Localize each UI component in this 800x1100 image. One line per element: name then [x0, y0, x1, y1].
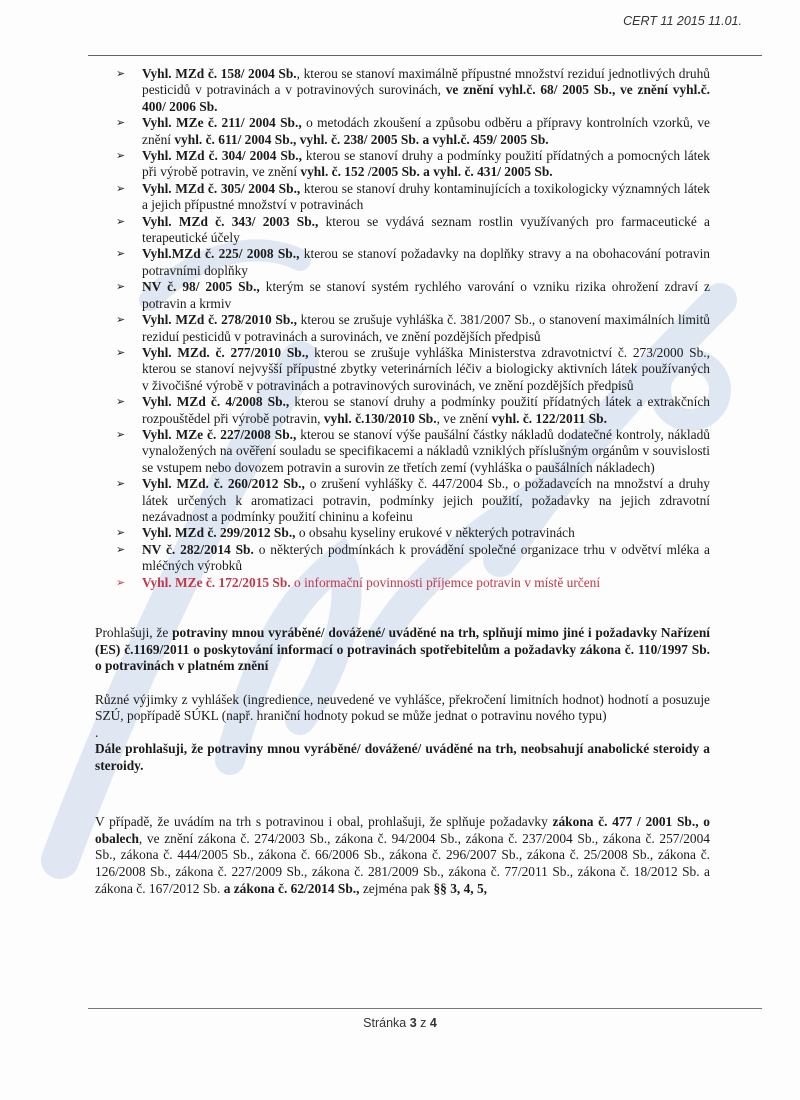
text-run: o některých podmínkách k provádění společné organizace trhu v odvětví mléka a mléčných výrobků: [142, 541, 710, 574]
text-run: , ve znění: [436, 410, 492, 426]
text-run: kterou se stanoví druhy kontaminujících a toxikologicky významných látek a jejich přípustné množství v potravinách: [142, 180, 710, 213]
page-label: Stránka: [363, 1016, 410, 1030]
legislation-item: [95, 279, 710, 312]
bold-text-run: NV č. 282/2014 Sb.: [142, 541, 254, 557]
text-run: kterou se zrušuje vyhláška č. 381/2007 Sb., o stanovení maximálních limitů reziduí pesticidů v potravinách a surovinách, ve znění pozdějších předpisů: [142, 312, 710, 344]
bold-text-run: Vyhl. MZd č. 278/2010 Sb.,: [142, 312, 297, 328]
arrowhead-bullet-icon: ➢: [116, 542, 126, 556]
legislation-item: [95, 246, 710, 279]
text-run: o informační povinnosti příjemce potravin v místě určení: [290, 574, 601, 590]
bold-text-run: Vyhl. MZd č. 158/ 2004 Sb.: [142, 66, 297, 81]
exceptions-paragraph: [95, 692, 710, 725]
bold-text-run: potraviny mnou vyráběné/ dovážené/ uváděné na trh, splňují mimo jiné i požadavky Nařízení (ES) č.1169/2011 o poskytování informací o potravinách spotřebitelům a požadavky zákona č. 110/1997 Sb. o potravinách v platném znění: [95, 625, 710, 674]
legislation-item: [95, 476, 710, 525]
arrowhead-bullet-icon: ➢: [116, 280, 126, 294]
bold-text-run: a zákona č. 62/2014 Sb.,: [223, 880, 360, 896]
legislation-item: [95, 312, 710, 345]
bold-text-run: Vyhl.MZd č. 225/ 2008 Sb.,: [142, 246, 300, 262]
bold-text-run: §§ 3, 4, 5,: [433, 880, 488, 896]
legislation-item: [95, 148, 710, 181]
legislation-list: [95, 66, 710, 591]
text-run: o obsahu kyseliny erukové v některých potravinách: [295, 525, 575, 541]
text-run: , kterou se stanoví maximálně přípustné množství reziduí jednotlivých druhů pesticidů v potravinách a v potravinových surovinách,: [142, 66, 710, 98]
legislation-item: [95, 181, 710, 214]
declaration-paragraph-1: [95, 625, 710, 675]
arrowhead-bullet-icon: ➢: [116, 67, 126, 80]
bold-text-run: vyhl. č. 611/ 2004 Sb., vyhl. č. 238/ 2005 Sb. a vyhl.č. 459/ 2005 Sb.: [174, 131, 549, 147]
arrowhead-bullet-icon: ➢: [116, 214, 126, 228]
bold-text-run: Vyhl. MZd č. 304/ 2004 Sb.,: [142, 148, 302, 164]
text-run: kterou se stanoví druhy a podmínky použití přídatných látek a extrakčních rozpouštědel při výrobě potravin,: [142, 394, 710, 426]
arrowhead-bullet-icon: ➢: [116, 395, 126, 409]
text-run: kterou se stanoví výše paušální částky nákladů dodatečné kontroly, nákladů vynaložených na ověření souladu se specifikacemi a nákladů vzniklých příslušným orgánům v souvislosti se vstupem nebo dovozem potravin a surovin ze třetích zemí (vyhláška o paušálních nákladech): [142, 426, 710, 475]
text-run: kterou se vydává seznam rostlin využívaných pro farmaceutické a terapeutické účely: [142, 213, 710, 246]
legislation-item: [95, 542, 710, 575]
bold-text-run: Vyhl. MZe č. 172/2015 Sb.: [142, 574, 291, 590]
arrowhead-bullet-icon: ➢: [116, 526, 126, 540]
bold-text-run: vyhl. č. 122/2011 Sb.: [491, 410, 607, 426]
page-separator: z: [416, 1016, 430, 1030]
arrowhead-bullet-icon: ➢: [116, 477, 126, 491]
text-run: kterou se stanoví požadavky na doplňky stravy a na obohacování potravin potravními doplňky: [142, 246, 710, 278]
arrowhead-bullet-icon: ➢: [116, 149, 126, 163]
arrowhead-bullet-icon: ➢: [116, 181, 126, 195]
page-number: [0, 1016, 800, 1030]
bold-text-run: ve znění vyhl.č. 68/ 2005 Sb., ve znění vyhl.č. 400/ 2006 Sb.: [142, 82, 710, 114]
arrowhead-bullet-icon: ➢: [116, 427, 126, 441]
text-run: kterou se zrušuje vyhláška Ministerstva zdravotnictví č. 273/2000 Sb., kterou se stanoví nejvyšší přípustné zbytky veterinárních léčiv a biologicky aktivních látek používaných v živočišné výrobě v potravinách a potravinových surovinách, ve znění pozdějších předpisů: [142, 344, 711, 393]
text-run: V případě, že uvádím na trh s potravinou i obal, prohlašuji, že splňuje požadavky: [95, 814, 553, 830]
text-run: o metodách zkoušení a způsobu odběru a přípravy kontrolních vzorků, ve znění: [142, 115, 710, 147]
text-run: , ve znění zákona č. 274/2003 Sb., zákona č. 94/2004 Sb., zákona č. 237/2004 Sb., zákona č. 257/2004 Sb., zákona č. 444/2005 Sb., zákona č. 66/2006 Sb., zákona č. 296/2007 Sb., zákona č. 25/2008 Sb., zákona č. 126/2008 Sb., zákona č. 227/2009 Sb., zákona č. 281/2009 Sb., zákona č. 77/2011 Sb., zákona č. 18/2012 Sb. a zákona č. 167/2012 Sb.: [95, 830, 710, 896]
bold-text-run: zákona č. 477 / 2001 Sb., o obalech: [95, 814, 710, 846]
current-page: 3: [409, 1016, 417, 1030]
legislation-item: [95, 66, 710, 115]
legislation-item: [95, 115, 710, 148]
header-divider: [88, 55, 762, 56]
footer-divider: [88, 1008, 762, 1009]
document-body: [95, 66, 710, 897]
steroids-declaration: [95, 741, 710, 774]
bold-text-run: Vyhl. MZd č. 305/ 2004 Sb.,: [142, 180, 301, 196]
total-pages: 4: [429, 1016, 437, 1030]
arrowhead-bullet-icon: ➢: [116, 575, 126, 589]
bold-text-run: Vyhl. MZd č. 299/2012 Sb.,: [142, 525, 296, 541]
text-run: zejména pak: [359, 880, 434, 896]
legislation-item: [95, 427, 710, 476]
bold-text-run: Vyhl. MZd. č. 260/2012 Sb.,: [142, 476, 305, 492]
arrowhead-bullet-icon: ➢: [116, 247, 126, 261]
bold-text-run: Vyhl. MZe č. 211/ 2004 Sb.,: [142, 115, 302, 131]
bold-text-run: Vyhl. MZd č. 4/2008 Sb.,: [142, 394, 290, 410]
legislation-item: [95, 575, 710, 591]
text-run: Různé výjimky z vyhlášek (ingredience, neuvedené ve vyhlášce, překročení limitních hodnot) hodnotí a posuzuje SZÚ, popřípadě SÚKL (např. hraniční hodnoty pokud se může jednat o potravinu nového typu): [95, 691, 710, 724]
text-run: kterým se stanoví systém rychlého varování o vzniku rizika ohrožení zdraví z potravin a krmiv: [142, 279, 711, 311]
packaging-paragraph: [95, 814, 710, 897]
bold-text-run: Vyhl. MZd. č. 277/2010 Sb.,: [142, 344, 309, 360]
text-run: o zrušení vyhlášky č. 447/2004 Sb., o požadavcích na množství a druhy látek určených k aromatizaci potravin, podmínky jejich použití, požadavky na jejich zdravotní nezávadnost a podmínky použití chininu a kofeinu: [142, 476, 710, 524]
legislation-item: [95, 345, 710, 394]
legislation-item: [95, 214, 710, 247]
bold-text-run: NV č. 98/ 2005 Sb.,: [142, 279, 260, 295]
bold-text-run: vyhl. č. 152 /2005 Sb. a vyhl. č. 431/ 2005 Sb.: [300, 164, 553, 180]
stray-dot: .: [95, 724, 99, 740]
arrowhead-bullet-icon: ➢: [116, 116, 126, 130]
legislation-item: [95, 525, 710, 541]
bold-text-run: Dále prohlašuji, že potraviny mnou vyráběné/ dovážené/ uváděné na trh, neobsahují anabolické steroidy a steroidy.: [95, 740, 710, 773]
text-run: kterou se stanoví druhy a podmínky použití přídatných a pomocných látek při výrobě potravin, ve znění: [142, 148, 711, 180]
bold-text-run: Vyhl. MZe č. 227/2008 Sb.,: [142, 426, 297, 442]
bold-text-run: Vyhl. MZd č. 343/ 2003 Sb.,: [142, 213, 319, 229]
legislation-item: [95, 394, 710, 427]
bold-text-run: vyhl. č.130/2010 Sb.: [323, 410, 437, 426]
arrowhead-bullet-icon: ➢: [116, 313, 126, 327]
document-header-code: CERT 11 2015 11.01.: [623, 14, 742, 28]
arrowhead-bullet-icon: ➢: [116, 345, 126, 359]
text-run: Prohlašuji, že: [95, 625, 173, 640]
